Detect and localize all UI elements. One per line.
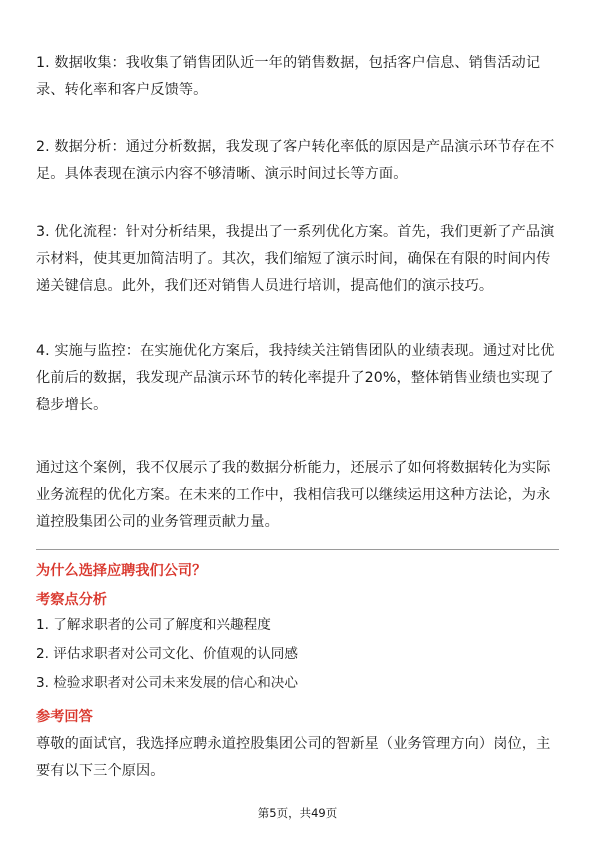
paragraph-conclusion: 通过这个案例，我不仅展示了我的数据分析能力，还展示了如何将数据转化为实际业务流程的优化方案。在未来的工作中，我相信我可以继续运用这种方法论，为永道控股集团公司的业务管理贡献力量。 (36, 460, 551, 530)
analysis-item-3: 3. 检验求职者对公司未来发展的信心和决心 (36, 675, 298, 691)
analysis-item-2: 2. 评估求职者对公司文化、价值观的认同感 (36, 646, 298, 662)
paragraph-implement-monitor: 4. 实施与监控：在实施优化方案后，我持续关注销售团队的业绩表现。通过对比优化前后的数据，我发现产品演示环节的转化率提升了20%，整体销售业绩也实现了稳步增长。 (36, 343, 555, 413)
page-number: 第5页，共49页 (257, 806, 338, 820)
answer-text: 尊敬的面试官，我选择应聘永道控股集团公司的智新星（业务管理方向）岗位，主要有以下三个原因。 (36, 736, 551, 779)
paragraph-data-analysis: 2. 数据分析：通过分析数据，我发现了客户转化率低的原因是产品演示环节存在不足。具体表现在演示内容不够清晰、演示时间过长等方面。 (36, 139, 555, 182)
paragraph-optimize-process: 3. 优化流程：针对分析结果，我提出了一系列优化方案。首先，我们更新了产品演示材料，使其更加简洁明了。其次，我们缩短了演示时间，确保在有限的时间内传递关键信息。此外，我们还对销售人员进行培训，提高他们的演示技巧。 (36, 224, 555, 294)
paragraph-data-collection: 1. 数据收集：我收集了销售团队近一年的销售数据，包括客户信息、销售活动记录、转化率和客户反馈等。 (36, 55, 541, 98)
analysis-item-1: 1. 了解求职者的公司了解度和兴趣程度 (36, 617, 271, 633)
section-divider (36, 549, 559, 550)
analysis-heading: 考察点分析 (36, 592, 107, 608)
question-title: 为什么选择应聘我们公司？ (36, 563, 207, 579)
answer-heading: 参考回答 (36, 709, 93, 725)
